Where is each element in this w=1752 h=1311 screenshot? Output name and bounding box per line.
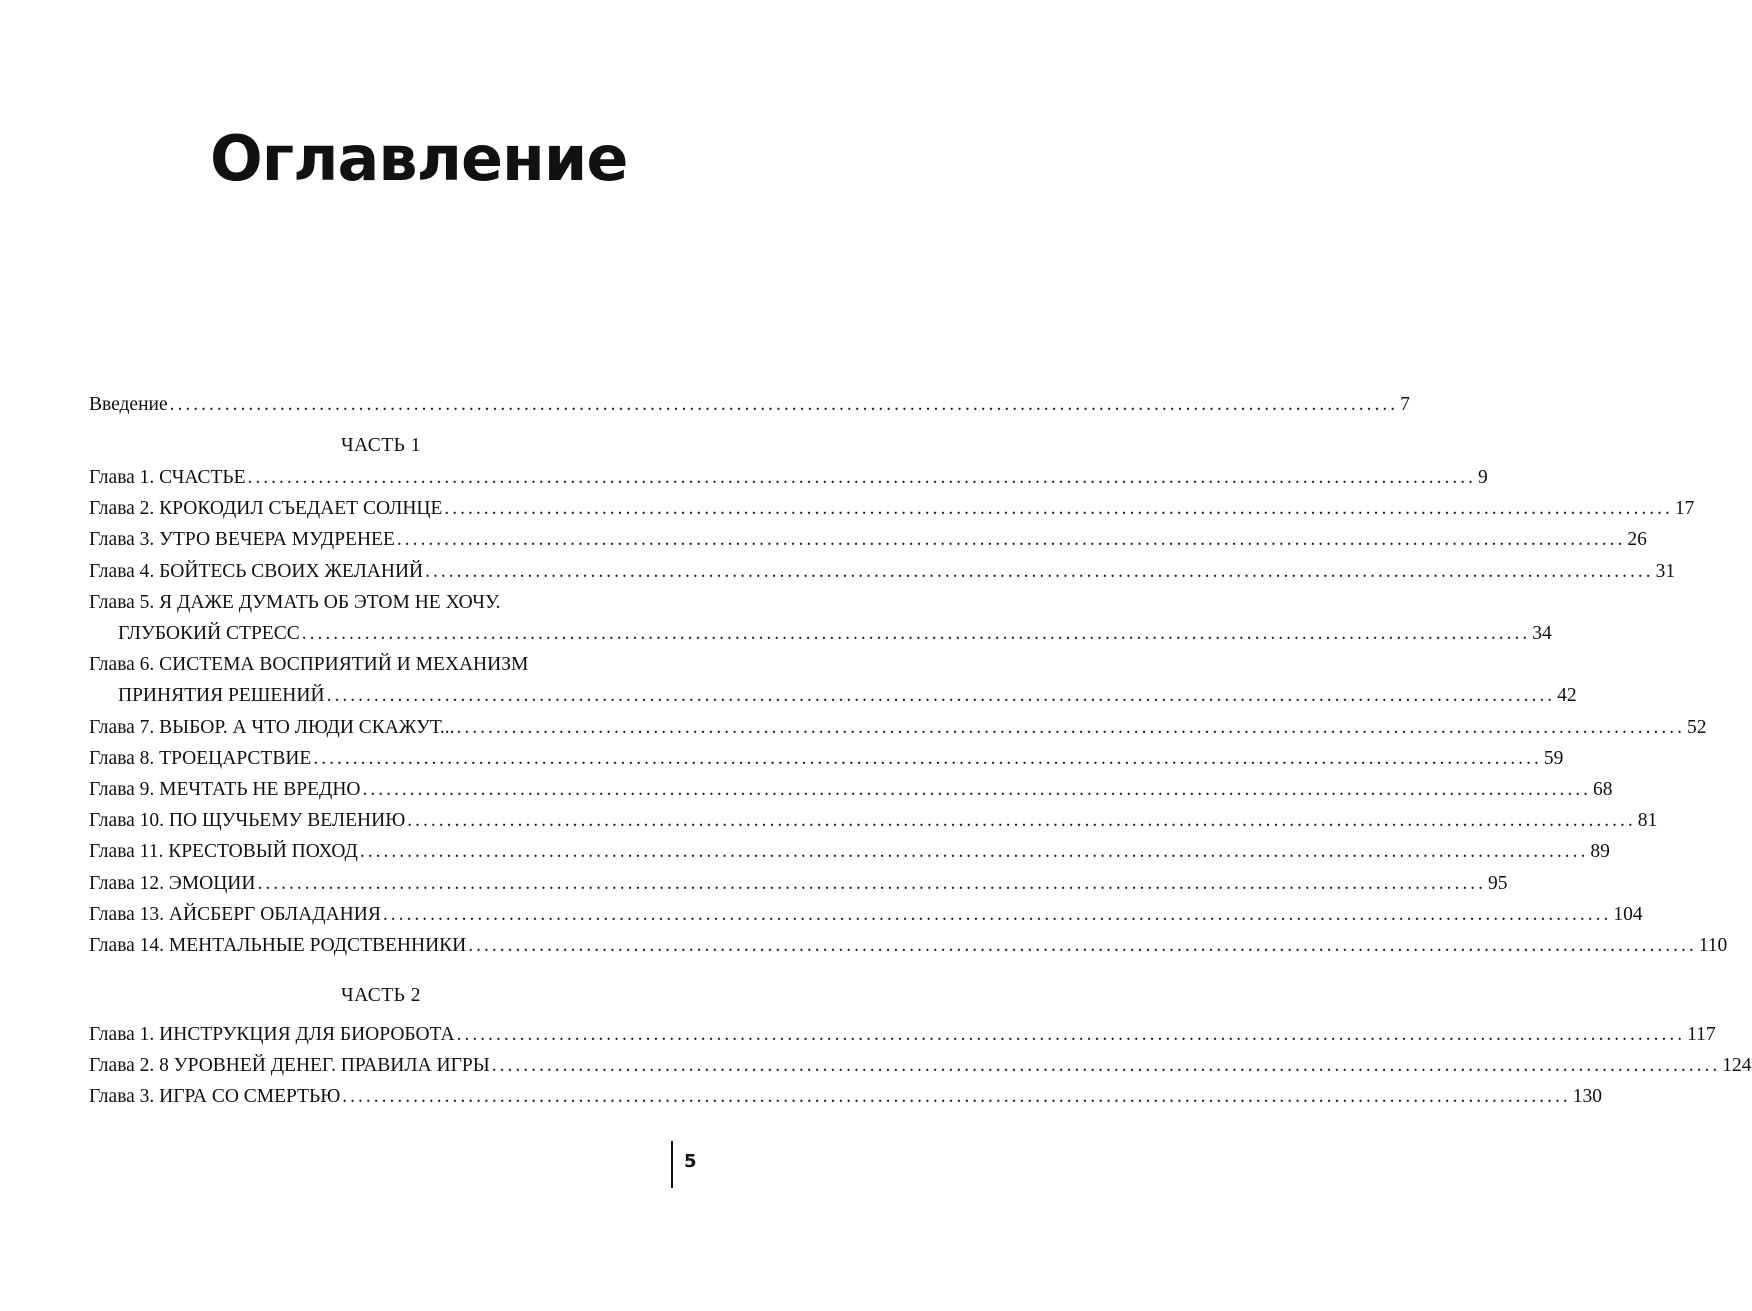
toc-entry-title: Глава 1. ИНСТРУКЦИЯ ДЛЯ БИОРОБОТА — [89, 1024, 455, 1045]
toc-entry-p1-ch5 — [118, 619, 1552, 649]
toc-entry-p1-ch10 — [89, 806, 1658, 836]
dot-leader: ............................................................................................................................................................ — [468, 935, 1697, 956]
dot-leader: ............................................................................................................................................................ — [382, 904, 1612, 925]
toc-entry-title: Глава 7. ВЫБОР. А ЧТО ЛЮДИ СКАЖУТ... — [89, 717, 455, 738]
toc-entry-title: ПРИНЯТИЯ РЕШЕНИЙ — [118, 685, 325, 706]
toc-entry-p1-ch5-line1: Глава 5. Я ДАЖЕ ДУМАТЬ ОБ ЭТОМ НЕ ХОЧУ. — [89, 592, 501, 613]
dot-leader: ............................................................................................................................................................ — [491, 1055, 1721, 1076]
part-2-heading: ЧАСТЬ 2 — [340, 985, 422, 1006]
toc-entry-title: Введение — [89, 394, 168, 415]
dot-leader: ............................................................................................................................................................ — [313, 748, 1542, 769]
toc-entry-page: 9 — [1478, 467, 1488, 488]
toc-entry-p2-ch3 — [89, 1082, 1603, 1112]
toc-entry-title: Глава 13. АЙСБЕРГ ОБЛАДАНИЯ — [89, 904, 381, 925]
toc-entry-title: Глава 4. БОЙТЕСЬ СВОИХ ЖЕЛАНИЙ — [89, 561, 424, 582]
toc-entry-page: 81 — [1637, 810, 1658, 831]
toc-entry-title: Глава 14. МЕНТАЛЬНЫЕ РОДСТВЕННИКИ — [89, 935, 467, 956]
dot-leader: ............................................................................................................................................................ — [425, 561, 1654, 582]
toc-entry-p1-ch8 — [89, 744, 1564, 774]
dot-leader: ............................................................................................................................................................ — [444, 498, 1673, 519]
toc-entry-p2-ch2 — [89, 1051, 1752, 1081]
toc-entry-page: 117 — [1687, 1024, 1716, 1045]
toc-entry-page: 7 — [1400, 394, 1410, 415]
toc-entry-p1-ch3 — [89, 525, 1647, 555]
toc-entry-intro — [89, 390, 1410, 420]
dot-leader: ............................................................................................................................................................ — [342, 1086, 1571, 1107]
toc-entry-title: ГЛУБОКИЙ СТРЕСС — [118, 623, 300, 644]
toc-entry-page: 52 — [1686, 717, 1707, 738]
dot-leader: ............................................................................................................................................................ — [169, 394, 1399, 415]
toc-entry-p1-ch7 — [89, 713, 1707, 743]
dot-leader: ............................................................................................................................................................ — [456, 1024, 1686, 1045]
dot-leader: ............................................................................................................................................................ — [362, 779, 1591, 800]
part-1-heading: ЧАСТЬ 1 — [340, 435, 422, 456]
toc-entry-title: Глава 8. ТРОЕЦАРСТВИЕ — [89, 748, 312, 769]
toc-entry-page: 68 — [1593, 779, 1613, 800]
toc-entry-page: 124 — [1722, 1055, 1752, 1076]
page-number-rule — [671, 1141, 673, 1188]
toc-entry-p1-ch4 — [89, 557, 1676, 587]
toc-entry-title: Глава 12. ЭМОЦИИ — [89, 873, 256, 894]
dot-leader: ............................................................................................................................................................ — [396, 529, 1626, 550]
toc-entry-title: Глава 3. ИГРА СО СМЕРТЬЮ — [89, 1086, 341, 1107]
toc-entry-title: Глава 1. СЧАСТЬЕ — [89, 467, 246, 488]
dot-leader: ............................................................................................................................................................ — [247, 467, 1477, 488]
toc-entry-title: Глава 3. УТРО ВЕЧЕРА МУДРЕНЕЕ — [89, 529, 395, 550]
toc-entry-p1-ch1 — [89, 463, 1488, 493]
dot-leader: ............................................................................................................................................................ — [257, 873, 1486, 894]
toc-entry-title: Глава 2. КРОКОДИЛ СЪЕДАЕТ СОЛНЦЕ — [89, 498, 443, 519]
dot-leader: ............................................................................................................................................................ — [359, 841, 1589, 862]
toc-entry-p1-ch12 — [89, 869, 1508, 899]
dot-leader: ............................................................................................................................................................ — [407, 810, 1636, 831]
toc-entry-page: 17 — [1674, 498, 1695, 519]
toc-entry-title: Глава 11. КРЕСТОВЫЙ ПОХОД — [89, 841, 358, 862]
toc-entry-p1-ch11 — [89, 837, 1610, 867]
toc-entry-p2-ch1 — [89, 1020, 1716, 1050]
toc-entry-page: 34 — [1532, 623, 1552, 644]
toc-entry-p1-ch14 — [89, 931, 1728, 961]
toc-entry-p1-ch6 — [118, 681, 1577, 711]
toc-entry-p1-ch2 — [89, 494, 1695, 524]
dot-leader: ............................................................................................................................................................ — [326, 685, 1556, 706]
toc-entry-page: 89 — [1590, 841, 1610, 862]
dot-leader: ............................................................................................................................................................ — [301, 623, 1531, 644]
toc-entry-page: 110 — [1698, 935, 1728, 956]
toc-entry-page: 130 — [1572, 1086, 1603, 1107]
toc-entry-page: 31 — [1655, 561, 1676, 582]
toc-entry-page: 42 — [1557, 685, 1577, 706]
toc-entry-page: 59 — [1543, 748, 1564, 769]
toc-entry-title: Глава 9. МЕЧТАТЬ НЕ ВРЕДНО — [89, 779, 361, 800]
toc-entry-page: 26 — [1627, 529, 1647, 550]
toc-entry-p1-ch6-line1: Глава 6. СИСТЕМА ВОСПРИЯТИЙ И МЕХАНИЗМ — [89, 654, 529, 675]
toc-entry-title: Глава 10. ПО ЩУЧЬЕМУ ВЕЛЕНИЮ — [89, 810, 406, 831]
dot-leader: ............................................................................................................................................................ — [456, 717, 1685, 738]
toc-entry-p1-ch9 — [89, 775, 1613, 805]
toc-entry-p1-ch13 — [89, 900, 1643, 930]
page-title: Оглавление — [210, 122, 628, 195]
page-number: 5 — [684, 1151, 697, 1172]
toc-entry-page: 104 — [1613, 904, 1643, 925]
toc-entry-title: Глава 2. 8 УРОВНЕЙ ДЕНЕГ. ПРАВИЛА ИГРЫ — [89, 1055, 490, 1076]
toc-entry-page: 95 — [1487, 873, 1508, 894]
